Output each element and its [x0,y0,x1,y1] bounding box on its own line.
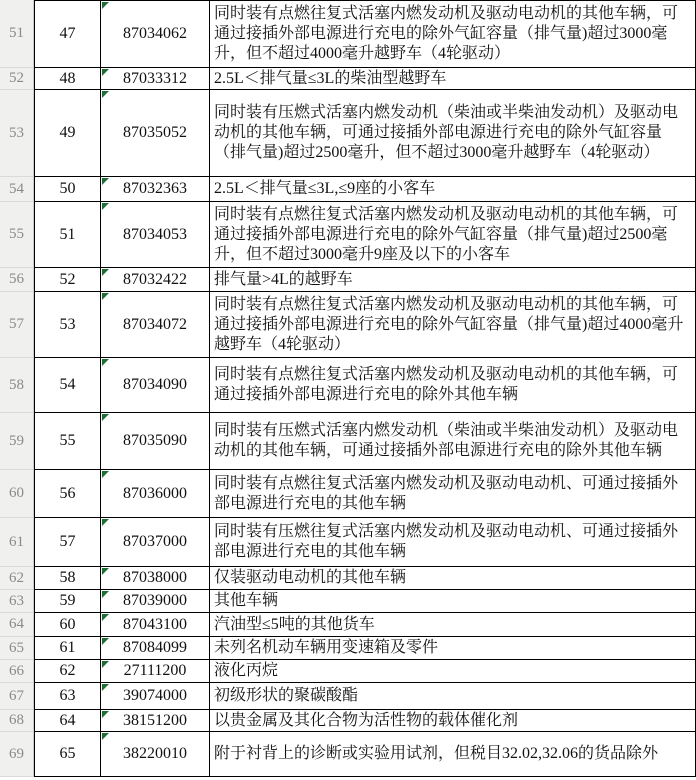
excel-row-number[interactable]: 67 [0,683,34,710]
cell-sequence-number[interactable]: 55 [34,413,101,470]
error-triangle-icon [102,2,109,9]
cell-description[interactable] [210,413,696,470]
cell-description[interactable] [210,90,696,177]
description-text: 同时装有点燃往复式活塞内燃发动机及驱动电动机的其他车辆，可通过接插外部电源进行充电的除外气缸容量（排气量)超过3000毫升，但不超过4000毫升越野车（4轮驱动） [214,5,679,62]
excel-row-number[interactable]: 68 [0,710,34,732]
table-row [0,732,696,777]
error-triangle-icon [102,178,109,185]
cell-sequence-number[interactable]: 62 [34,660,101,683]
table-row [0,637,696,660]
excel-row-number[interactable]: 51 [0,0,34,68]
cell-description[interactable] [210,613,696,637]
error-triangle-icon [102,684,109,691]
excel-row-number[interactable]: 65 [0,637,34,660]
excel-row-number[interactable]: 62 [0,567,34,590]
cell-hs-code[interactable] [101,90,210,177]
description-text: 未列名机动车辆用变速箱及零件 [214,639,439,656]
cell-sequence-number[interactable]: 47 [34,0,101,68]
table-row [0,683,696,710]
error-triangle-icon [102,614,109,621]
hs-code-text: 87034062 [123,25,187,42]
excel-row-number[interactable]: 52 [0,68,34,90]
cell-hs-code[interactable] [101,202,210,268]
cell-sequence-number[interactable]: 59 [34,590,101,613]
excel-row-number[interactable]: 53 [0,90,34,177]
cell-hs-code[interactable] [101,637,210,660]
description-text: 同时装有点燃往复式活塞内燃发动机及驱动电动机的其他车辆，可通过接插外部电源进行充电的除外气缸容量（排气量)超过4000毫升越野车（4轮驱动） [214,295,684,353]
cell-description[interactable] [210,177,696,202]
cell-sequence-number[interactable]: 53 [34,292,101,358]
cell-description[interactable] [210,710,696,732]
excel-row-number[interactable]: 60 [0,470,34,518]
table-row [0,0,696,68]
cell-description[interactable] [210,0,696,68]
description-text: 同时装有点燃往复式活塞内燃发动机及驱动电动机、可通过接插外部电源进行充电的其他车辆 [214,474,679,512]
error-triangle-icon [102,203,109,210]
hs-code-text: 87038000 [123,569,187,586]
cell-hs-code[interactable] [101,567,210,590]
hs-code-text: 87084099 [123,639,187,656]
error-triangle-icon [102,711,109,718]
hs-code-text: 87034090 [123,376,187,393]
cell-hs-code[interactable] [101,590,210,613]
cell-sequence-number[interactable]: 56 [34,470,101,518]
excel-row-number[interactable]: 54 [0,177,34,202]
hs-code-text: 87034053 [123,225,187,243]
hs-code-text: 27111200 [123,662,187,679]
hs-code-text: 87035052 [123,124,187,141]
error-triangle-icon [102,591,109,598]
cell-hs-code[interactable] [101,710,210,732]
hs-code-text: 87034072 [123,315,187,333]
cell-hs-code[interactable] [101,177,210,202]
cell-hs-code[interactable] [101,292,210,358]
table-row [0,710,696,732]
description-text: 同时装有点燃往复式活塞内燃发动机及驱动电动机的其他车辆，可通过接插外部电源进行充电的除外气缸容量（排气量)超过2500毫升，但不超过3000毫升9座及以下的小客车 [214,205,679,263]
hs-code-text: 39074000 [123,687,187,704]
cell-hs-code[interactable] [101,470,210,518]
cell-description[interactable] [210,68,696,90]
excel-row-number[interactable]: 61 [0,518,34,567]
error-triangle-icon [102,661,109,668]
excel-row-number[interactable]: 59 [0,413,34,470]
cell-description[interactable] [210,518,696,567]
cell-sequence-number[interactable]: 51 [34,202,101,268]
table-row [0,268,696,292]
hs-code-text: 87033312 [123,69,187,87]
error-triangle-icon [102,733,109,740]
cell-hs-code[interactable] [101,413,210,470]
description-text: 其他车辆 [214,592,279,609]
cell-sequence-number[interactable]: 57 [34,518,101,567]
excel-row-number[interactable]: 57 [0,292,34,358]
error-triangle-icon [102,91,109,98]
cell-description[interactable] [210,292,696,358]
cell-hs-code[interactable] [101,683,210,710]
cell-sequence-number[interactable]: 48 [34,68,101,90]
description-text: 以贵金属及其化合物为活性物的载体催化剂 [214,711,519,729]
description-text: 同时装有压燃往复式活塞内燃发动机及驱动电动机、可通过接插外部电源进行充电的其他车辆 [214,523,679,560]
hs-code-text: 87035090 [123,432,187,449]
description-text: 同时装有压燃式活塞内燃发动机（柴油或半柴油发动机）及驱动电动机的其他车辆，可通过接插外部电源进行充电的除外气缸容量（排气量)超过2500毫升，但不超过3000毫升越野车（4轮驱动） [214,104,679,161]
cell-description[interactable] [210,660,696,683]
excel-row-number[interactable]: 69 [0,732,34,777]
cell-description[interactable] [210,590,696,613]
description-text: 初级形状的聚碳酸酯 [214,687,359,704]
table-row [0,68,696,90]
description-text: 同时装有压燃式活塞内燃发动机（柴油或半柴油发动机）及驱动电动机的其他车辆，可通过接插外部电源进行充电的除外其他车辆 [214,422,679,459]
hs-code-text: 38151200 [123,711,187,729]
hs-code-text: 87032422 [123,270,187,288]
error-triangle-icon [102,269,109,276]
hs-code-text: 87039000 [123,592,187,609]
description-text: 2.5L＜排气量≤3L,≤9座的小客车 [214,180,436,197]
description-text: 附于衬背上的诊断或实验用试剂，但税目32.02,32.06的货品除外 [214,745,659,762]
error-triangle-icon [102,568,109,575]
table-row [0,90,696,177]
cell-sequence-number[interactable]: 49 [34,90,101,177]
hs-code-text: 38220010 [123,745,187,762]
cell-hs-code[interactable] [101,518,210,567]
table-row [0,292,696,358]
hs-code-text: 87032363 [123,180,187,197]
excel-row-number[interactable]: 55 [0,202,34,268]
cell-hs-code[interactable] [101,358,210,413]
excel-row-number[interactable]: 58 [0,358,34,413]
cell-description[interactable] [210,637,696,660]
hs-code-text: 87037000 [123,533,187,550]
table-row [0,567,696,590]
cell-description[interactable] [210,268,696,292]
cell-description[interactable] [210,683,696,710]
hs-code-text: 87043100 [123,615,187,633]
excel-row-number[interactable]: 56 [0,268,34,292]
error-triangle-icon [102,519,109,526]
cell-hs-code[interactable] [101,660,210,683]
excel-row-number[interactable]: 64 [0,613,34,637]
description-text: 液化丙烷 [214,662,279,679]
cell-hs-code[interactable] [101,0,210,68]
cell-sequence-number[interactable]: 52 [34,268,101,292]
error-triangle-icon [102,293,109,300]
table-row [0,518,696,567]
error-triangle-icon [102,69,109,76]
excel-row-number[interactable]: 63 [0,590,34,613]
description-text: 2.5L＜排气量≤3L的柴油型越野车 [214,69,447,87]
table-row [0,660,696,683]
description-text: 排气量>4L的越野车 [214,270,353,288]
cell-sequence-number[interactable]: 58 [34,567,101,590]
error-triangle-icon [102,414,109,421]
cell-hs-code[interactable] [101,268,210,292]
cell-hs-code[interactable] [101,613,210,637]
error-triangle-icon [102,471,109,478]
cell-description[interactable] [210,732,696,777]
cell-description[interactable] [210,470,696,518]
cell-sequence-number[interactable]: 61 [34,637,101,660]
cell-sequence-number[interactable]: 63 [34,683,101,710]
table-row [0,358,696,413]
table-row [0,413,696,470]
cell-sequence-number[interactable]: 50 [34,177,101,202]
table-row [0,470,696,518]
hs-code-text: 87036000 [123,484,187,502]
error-triangle-icon [102,359,109,366]
error-triangle-icon [102,638,109,645]
cell-sequence-number[interactable]: 54 [34,358,101,413]
table-row [0,613,696,637]
cell-hs-code[interactable] [101,732,210,777]
cell-description[interactable] [210,202,696,268]
cell-description[interactable] [210,567,696,590]
description-text: 仅装驱动电动机的其他车辆 [214,569,407,586]
table-row [0,590,696,613]
cell-sequence-number[interactable]: 60 [34,613,101,637]
description-text: 同时装有点燃往复式活塞内燃发动机及驱动电动机的其他车辆，可通过接插外部电源进行充电的除外其他车辆 [214,366,679,403]
description-text: 汽油型≤5吨的其他货车 [214,615,375,633]
excel-row-number[interactable]: 66 [0,660,34,683]
cell-description[interactable] [210,358,696,413]
table-row [0,202,696,268]
table-row [0,177,696,202]
cell-sequence-number[interactable]: 64 [34,710,101,732]
cell-sequence-number[interactable]: 65 [34,732,101,777]
cell-hs-code[interactable] [101,68,210,90]
